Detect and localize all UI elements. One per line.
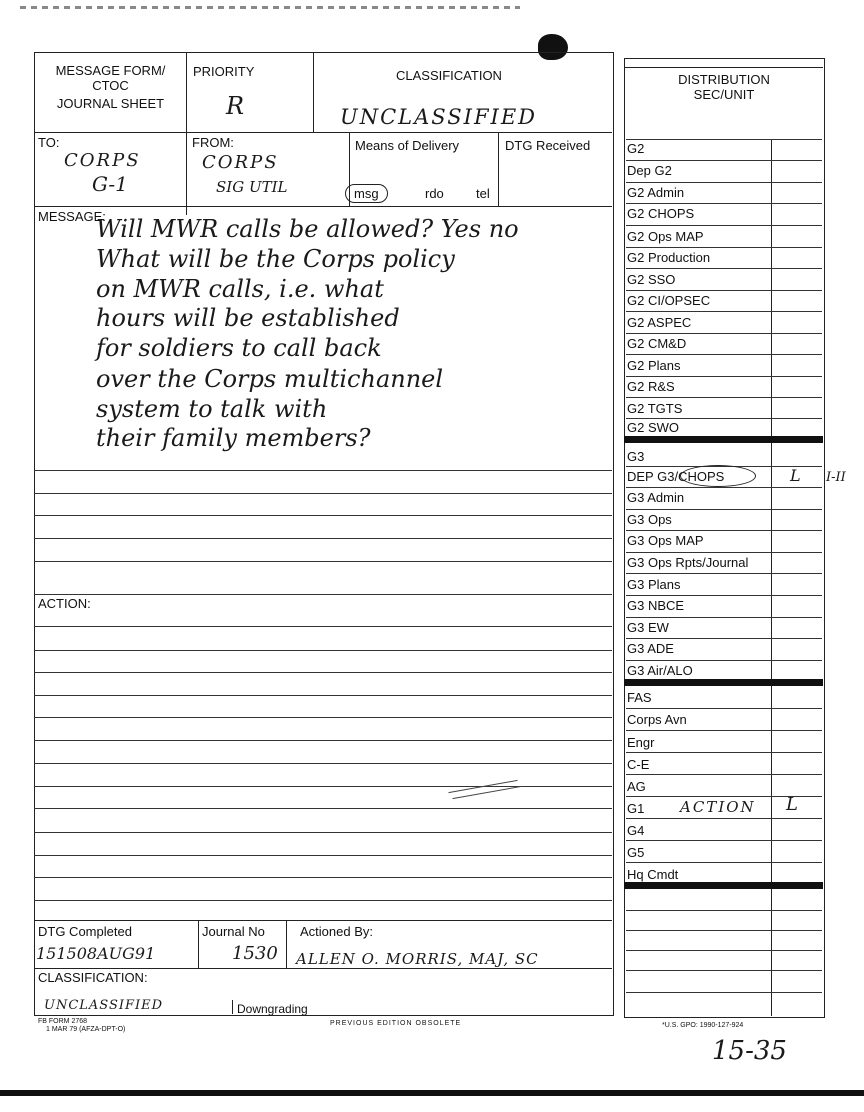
dist-g2-sso: G2 SSO	[627, 272, 676, 287]
dist-hq-cmdt: Hq Cmdt	[627, 867, 679, 882]
dist-dep-g2: Dep G2	[627, 163, 672, 178]
dist-g3-ops-map: G3 Ops MAP	[627, 533, 704, 548]
dtg-completed-label: DTG Completed	[38, 924, 132, 939]
dist-g2-production: G2 Production	[627, 250, 711, 265]
dist-g3-ops: G3 Ops	[627, 512, 672, 527]
message-line-4: hours will be established	[96, 304, 400, 332]
from-line2: SIG UTIL	[216, 178, 288, 196]
actioned-by-label: Actioned By:	[300, 924, 373, 939]
means-rdo-option[interactable]: rdo	[425, 186, 444, 201]
dtg-received-label: DTG Received	[505, 138, 591, 153]
message-line-7: system to talk with	[96, 395, 328, 423]
page-number: 15-35	[712, 1036, 787, 1066]
dist-dep-g3-chops: DEP G3/CHOPS	[627, 469, 725, 484]
message-line-8: their family members?	[96, 424, 371, 452]
dist-g2: G2	[627, 141, 645, 156]
footer-edition-obsolete: PREVIOUS EDITION OBSOLETE	[330, 1020, 462, 1027]
dist-g4: G4	[627, 823, 645, 838]
scan-artifact-bottom	[0, 1090, 864, 1096]
dist-g3: G3	[627, 449, 645, 464]
dist-g3-plans: G3 Plans	[627, 577, 681, 592]
priority-value: R	[226, 92, 245, 120]
from-line1: CORPS	[202, 152, 279, 173]
distribution-header-line1: DISTRIBUTION	[678, 72, 770, 87]
dist-g2-cmd: G2 CM&D	[627, 336, 687, 351]
form-title	[38, 63, 183, 111]
dist-g3-ade: G3 ADE	[627, 641, 674, 656]
journal-no-label: Journal No	[202, 924, 265, 939]
downgrading-label: Downgrading	[237, 1002, 308, 1016]
g3-chops-note: I-II	[826, 470, 846, 485]
dist-g2-admin: G2 Admin	[627, 185, 685, 200]
dist-engr: Engr	[627, 735, 655, 750]
dist-g2-rs: G2 R&S	[627, 379, 675, 394]
message-line-6: over the Corps multichannel	[96, 365, 444, 393]
journal-no-value: 1530	[232, 943, 278, 964]
chops-circle-mark	[680, 465, 756, 487]
footer-form-number: FB FORM 2768	[38, 1018, 88, 1025]
dtg-completed-value: 151508AUG91	[36, 944, 156, 963]
message-form	[34, 52, 614, 1016]
dist-g2-swo: G2 SWO	[627, 420, 680, 435]
classification-value: UNCLASSIFIED	[340, 105, 537, 129]
message-line-2: What will be the Corps policy	[96, 245, 455, 273]
dist-g2-aspec: G2 ASPEC	[627, 315, 692, 330]
message-line-5: for soldiers to call back	[96, 334, 382, 362]
dist-g3-admin: G3 Admin	[627, 490, 685, 505]
scan-artifact-top	[20, 6, 520, 9]
form-title-line1: MESSAGE FORM/	[55, 63, 166, 78]
dist-g3-nbce: G3 NBCE	[627, 598, 685, 613]
distribution-header-line2: SEC/UNIT	[693, 87, 755, 102]
actioned-by-value: ALLEN O. MORRIS, MAJ, SC	[296, 950, 539, 968]
dist-ag: AG	[627, 779, 646, 794]
dist-corps-avn: Corps Avn	[627, 712, 687, 727]
dist-g2-ops-map: G2 Ops MAP	[627, 229, 704, 244]
message-line-3: on MWR calls, i.e. what	[96, 275, 384, 303]
g3-chops-mark: L	[790, 466, 801, 485]
dist-g2-chops: G2 CHOPS	[627, 206, 695, 221]
message-line-1: Will MWR calls be allowed? Yes no	[96, 215, 519, 243]
classification-bottom-label: CLASSIFICATION:	[38, 970, 148, 985]
distribution-header	[626, 72, 822, 102]
means-tel-option[interactable]: tel	[476, 186, 490, 201]
message-label: MESSAGE:	[38, 209, 106, 224]
dist-g2-tgts: G2 TGTS	[627, 401, 683, 416]
dist-fas: FAS	[627, 690, 652, 705]
dist-g5: G5	[627, 845, 645, 860]
dist-g2-plans: G2 Plans	[627, 358, 681, 373]
gpo-printing-note: *U.S. GPO: 1990-127-924	[662, 1022, 744, 1029]
form-title-line3: JOURNAL SHEET	[56, 96, 165, 111]
g1-action-note: ACTION	[680, 798, 756, 816]
to-line2: G-1	[92, 172, 128, 196]
dist-g3-air-alo: G3 Air/ALO	[627, 663, 693, 678]
g1-action-mark: L	[786, 794, 798, 815]
classification-bottom-value: UNCLASSIFIED	[44, 998, 164, 1013]
dist-g1: G1	[627, 801, 645, 816]
dist-g3-ops-rpts-journal: G3 Ops Rpts/Journal	[627, 555, 749, 570]
dist-c-e: C-E	[627, 757, 650, 772]
footer-form-date: 1 MAR 79 (AFZA-DPT-O)	[46, 1026, 126, 1033]
action-label: ACTION:	[38, 596, 91, 611]
classification-label: CLASSIFICATION	[396, 68, 502, 83]
to-label: TO:	[38, 135, 60, 150]
dist-g2-ci-opsec: G2 CI/OPSEC	[627, 293, 711, 308]
dist-g3-ew: G3 EW	[627, 620, 669, 635]
to-line1: CORPS	[64, 150, 141, 171]
means-msg-option[interactable]: msg	[345, 184, 388, 203]
from-label: FROM:	[192, 135, 234, 150]
form-title-line2: CTOC	[92, 78, 129, 93]
means-of-delivery-label: Means of Delivery	[355, 138, 460, 153]
priority-label: PRIORITY	[193, 64, 255, 79]
